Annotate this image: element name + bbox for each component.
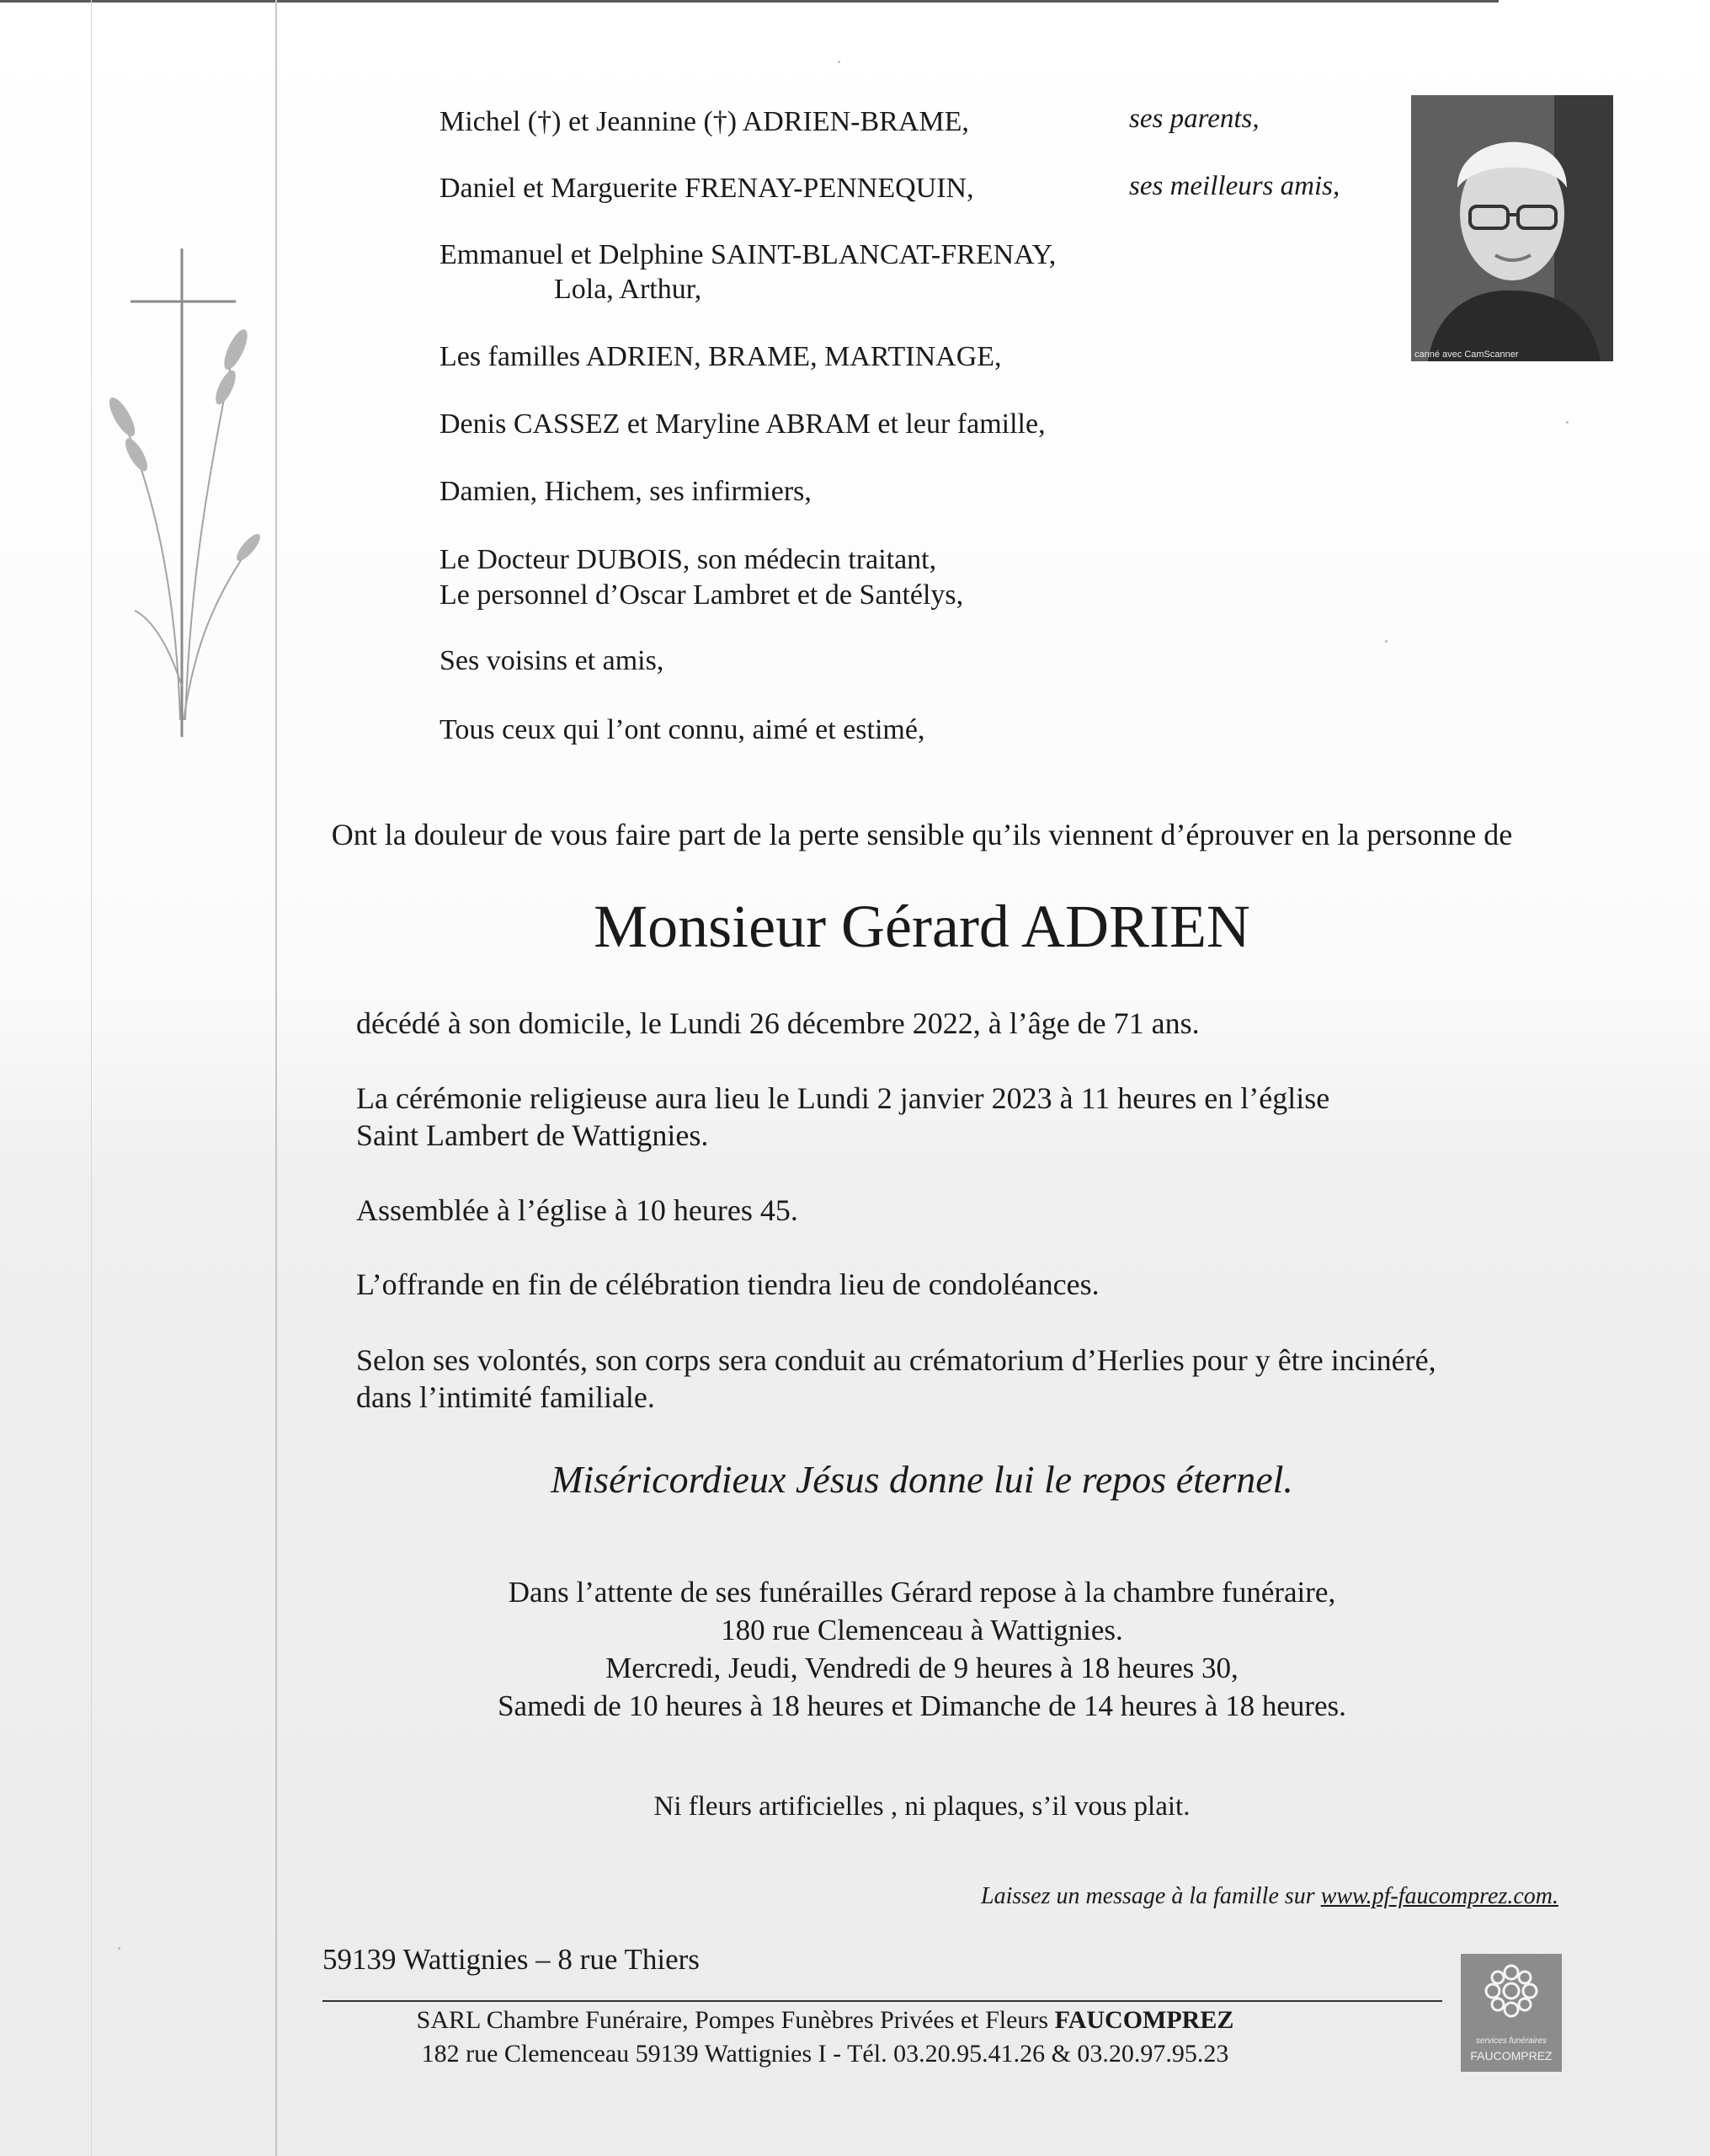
- vigil-line-2: 180 rue Clemenceau à Wattignies.: [721, 1614, 1123, 1646]
- role-parents: ses parents,: [1129, 104, 1260, 134]
- footer-brand: FAUCOMPREZ: [1054, 2006, 1234, 2034]
- message-line: [981, 1883, 1558, 1910]
- ceremony-line-1: La cérémonie religieuse aura lieu le Lundi 2 janvier 2023 à 11 heures en l’église: [356, 1081, 1330, 1115]
- death-details: décédé à son domicile, le Lundi 26 décembre 2022, à l’âge de 71 ans.: [356, 1006, 1200, 1040]
- assembly-time: Assemblée à l’église à 10 heures 45.: [356, 1193, 798, 1227]
- family-line-cassez: Denis CASSEZ et Maryline ABRAM et leur famille,: [439, 408, 1046, 440]
- faucomprez-logo: [1461, 1954, 1562, 2072]
- flower-logo-icon: [1461, 1954, 1562, 2035]
- prayer-text: Miséricordieux Jésus donne lui le repos éternel.: [551, 1458, 1293, 1501]
- message-prefix: Laissez un message à la famille sur: [981, 1883, 1321, 1909]
- footer-company-line: [278, 2004, 1372, 2036]
- logo-tagline: services funéraires: [1476, 2036, 1547, 2046]
- role-best-friends: ses meilleurs amis,: [1129, 171, 1340, 201]
- scan-speck: [1385, 640, 1388, 643]
- portrait-photo: [1411, 95, 1613, 361]
- family-line-doctor: Le Docteur DUBOIS, son médecin traitant,: [439, 544, 937, 575]
- offering-note: L’offrande en fin de célébration tiendra lieu de condoléances.: [356, 1267, 1100, 1301]
- logo-name: FAUCOMPREZ: [1470, 2049, 1553, 2063]
- ceremony-line-2: Saint Lambert de Wattignies.: [356, 1118, 709, 1152]
- vigil-line-3: Mercredi, Jeudi, Vendredi de 9 heures à 18 heures 30,: [605, 1652, 1239, 1684]
- scan-speck: [1566, 421, 1569, 424]
- family-line-families: Les familles ADRIEN, BRAME, MARTINAGE,: [439, 341, 1002, 372]
- family-line-children: Lola, Arthur,: [554, 274, 702, 305]
- family-line-parents: Michel (†) et Jeannine (†) ADRIEN-BRAME,: [439, 106, 969, 137]
- deceased-name: Monsieur Gérard ADRIEN: [594, 893, 1250, 960]
- footer-company-text: SARL Chambre Funéraire, Pompes Funèbres Privées et Fleurs: [416, 2006, 1055, 2034]
- footer-contact-line: 182 rue Clemenceau 59139 Wattignies I - Tél. 03.20.95.41.26 & 03.20.97.95.23: [421, 2040, 1229, 2068]
- fold-line-left: [91, 0, 92, 2156]
- website-link[interactable]: www.pf-faucomprez.com.: [1320, 1883, 1558, 1909]
- flowers-note: Ni fleurs artificielles , ni plaques, s’il vous plait.: [653, 1791, 1191, 1822]
- announcement-text: Ont la douleur de vous faire part de la perte sensible qu’ils viennent d’éprouver en la personne de: [331, 818, 1513, 851]
- scan-speck: [838, 61, 840, 63]
- top-border: [0, 0, 1499, 3]
- scan-speck: [118, 1947, 120, 1950]
- photo-caption: canné avec CamScanner: [1414, 350, 1519, 360]
- family-line-neighbours: Ses voisins et amis,: [439, 645, 664, 676]
- footer-divider: [322, 2000, 1442, 2002]
- family-address: 59139 Wattignies – 8 rue Thiers: [322, 1943, 700, 1976]
- cremation-line-1: Selon ses volontés, son corps sera conduit au crématorium d’Herlies pour y être incinéré,: [356, 1343, 1436, 1377]
- cremation-line-2: dans l’intimité familiale.: [356, 1380, 655, 1414]
- vigil-line-1: Dans l’attente de ses funérailles Gérard repose à la chambre funéraire,: [508, 1576, 1336, 1609]
- family-line-nurses: Damien, Hichem, ses infirmiers,: [439, 476, 812, 507]
- family-line-staff: Le personnel d’Oscar Lambret et de Santélys,: [439, 579, 964, 611]
- family-line-best-friends: Daniel et Marguerite FRENAY-PENNEQUIN,: [439, 173, 974, 204]
- family-line-saint-blancat: Emmanuel et Delphine SAINT-BLANCAT-FRENAY,: [439, 239, 1057, 270]
- family-line-all: Tous ceux qui l’ont connu, aimé et estimé,: [439, 714, 925, 745]
- cross-wheat-icon: [109, 248, 278, 754]
- vigil-line-4: Samedi de 10 heures à 18 heures et Dimanche de 14 heures à 18 heures.: [498, 1689, 1346, 1722]
